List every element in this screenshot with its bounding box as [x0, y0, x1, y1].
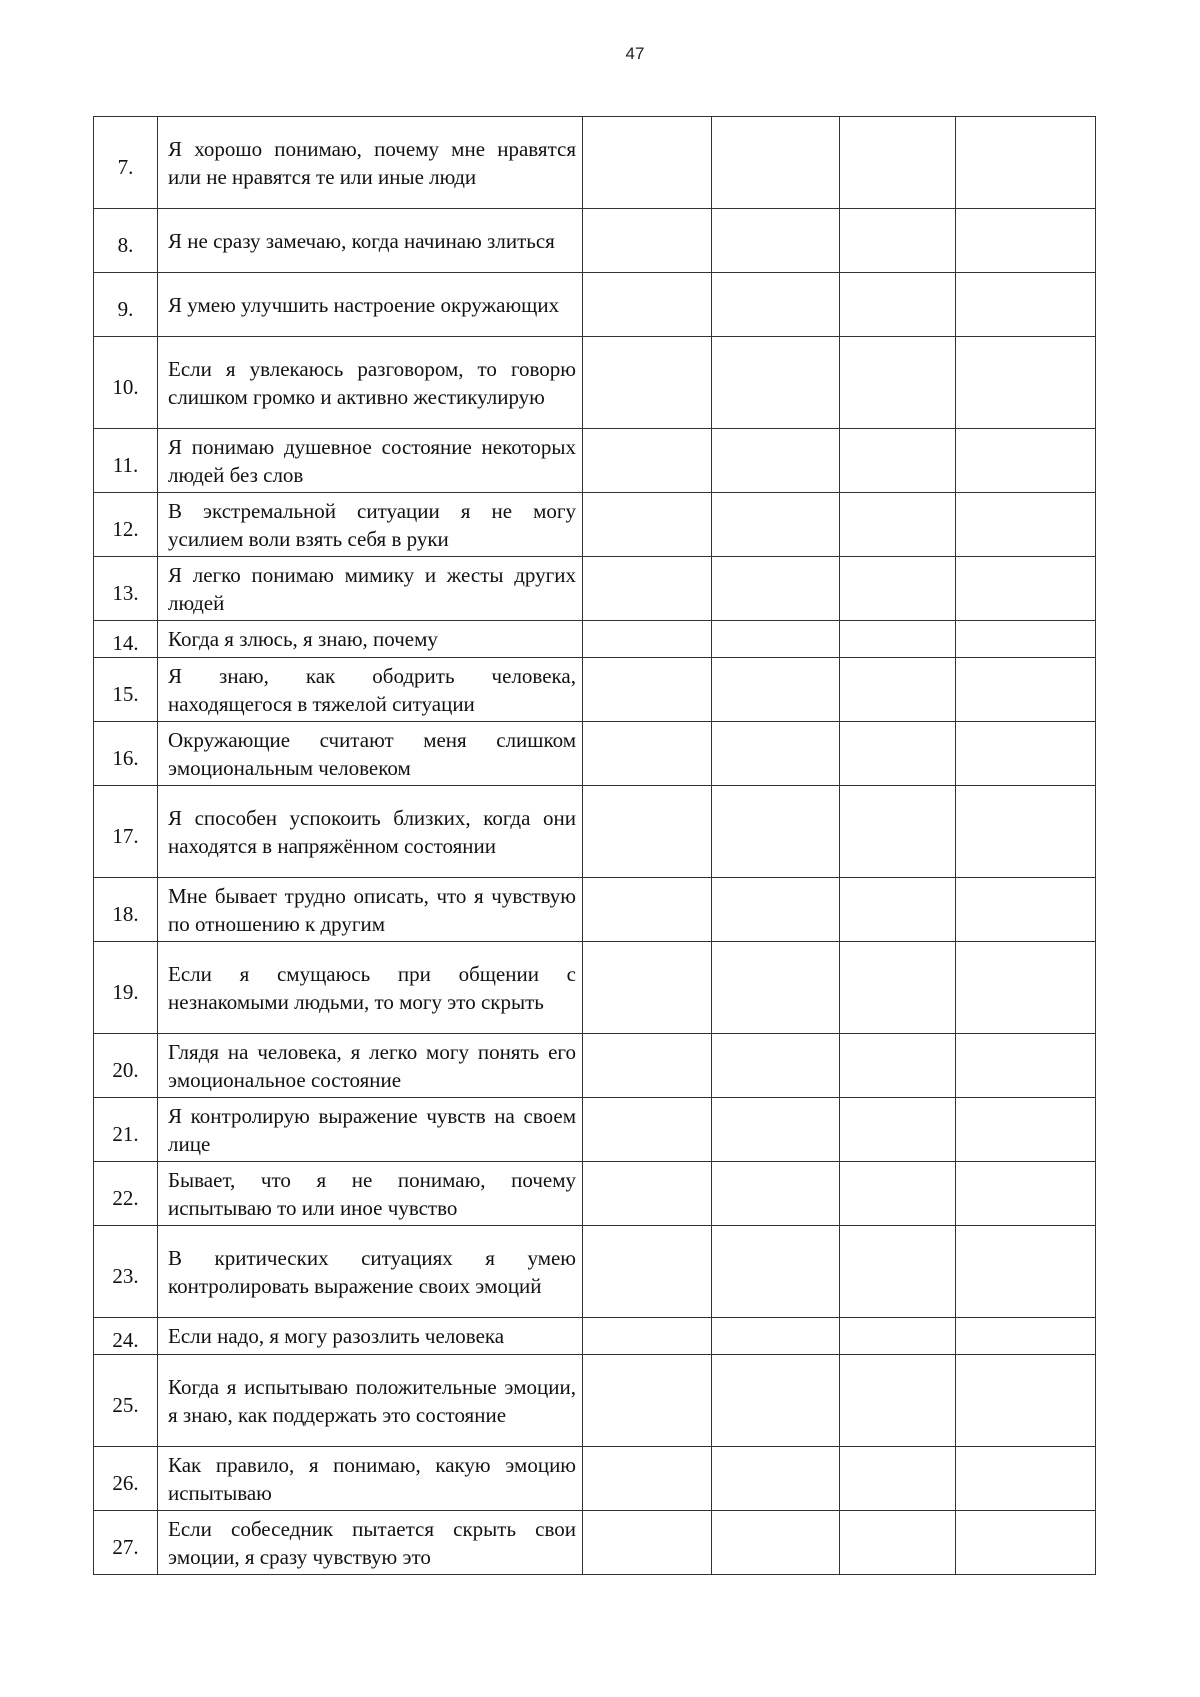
item-number: 18. [94, 878, 158, 942]
answer-cell[interactable] [583, 1447, 712, 1511]
answer-cell[interactable] [840, 493, 956, 557]
answer-cell[interactable] [583, 1226, 712, 1318]
answer-cell[interactable] [712, 337, 840, 429]
answer-cell[interactable] [840, 337, 956, 429]
answer-cell[interactable] [840, 621, 956, 658]
answer-cell[interactable] [583, 1318, 712, 1355]
item-number: 25. [94, 1355, 158, 1447]
item-statement: В критических ситуациях я умею контролировать выражение своих эмоций [158, 1226, 583, 1318]
table-row [94, 1318, 1096, 1355]
item-number: 9. [94, 273, 158, 337]
answer-cell[interactable] [583, 786, 712, 878]
answer-cell[interactable] [956, 209, 1096, 273]
answer-cell[interactable] [840, 209, 956, 273]
item-statement: Глядя на человека, я легко могу понять его эмоциональное состояние [158, 1034, 583, 1098]
questionnaire-table [93, 116, 1096, 1575]
table-row [94, 337, 1096, 429]
answer-cell[interactable] [840, 722, 956, 786]
answer-cell[interactable] [583, 722, 712, 786]
answer-cell[interactable] [840, 557, 956, 621]
answer-cell[interactable] [712, 117, 840, 209]
table-row [94, 722, 1096, 786]
answer-cell[interactable] [956, 1034, 1096, 1098]
item-number: 24. [94, 1318, 158, 1355]
answer-cell[interactable] [712, 658, 840, 722]
item-number: 16. [94, 722, 158, 786]
item-statement: Бывает, что я не понимаю, почему испытываю то или иное чувство [158, 1162, 583, 1226]
answer-cell[interactable] [840, 942, 956, 1034]
item-statement: Если я увлекаюсь разговором, то говорю слишком громко и активно жестикулирую [158, 337, 583, 429]
answer-cell[interactable] [712, 722, 840, 786]
answer-cell[interactable] [956, 273, 1096, 337]
answer-cell[interactable] [956, 1226, 1096, 1318]
item-statement: Если я смущаюсь при общении с незнакомыми людьми, то могу это скрыть [158, 942, 583, 1034]
answer-cell[interactable] [712, 786, 840, 878]
table-row [94, 1162, 1096, 1226]
item-number: 22. [94, 1162, 158, 1226]
answer-cell[interactable] [956, 493, 1096, 557]
table-row [94, 878, 1096, 942]
answer-cell[interactable] [712, 1318, 840, 1355]
table-row [94, 942, 1096, 1034]
answer-cell[interactable] [712, 273, 840, 337]
answer-cell[interactable] [712, 1447, 840, 1511]
answer-cell[interactable] [840, 1034, 956, 1098]
table-row [94, 117, 1096, 209]
answer-cell[interactable] [712, 209, 840, 273]
item-number: 23. [94, 1226, 158, 1318]
table-row [94, 493, 1096, 557]
item-statement: Я не сразу замечаю, когда начинаю злиться [158, 209, 583, 273]
answer-cell[interactable] [840, 878, 956, 942]
item-number: 12. [94, 493, 158, 557]
table-row [94, 209, 1096, 273]
answer-cell[interactable] [583, 209, 712, 273]
answer-cell[interactable] [712, 1511, 840, 1575]
answer-cell[interactable] [583, 878, 712, 942]
answer-cell[interactable] [840, 273, 956, 337]
answer-cell[interactable] [583, 1098, 712, 1162]
answer-cell[interactable] [956, 1355, 1096, 1447]
answer-cell[interactable] [956, 722, 1096, 786]
item-number: 17. [94, 786, 158, 878]
answer-cell[interactable] [583, 273, 712, 337]
answer-cell[interactable] [840, 1447, 956, 1511]
answer-cell[interactable] [712, 1098, 840, 1162]
table-row [94, 1226, 1096, 1318]
answer-cell[interactable] [956, 1511, 1096, 1575]
answer-cell[interactable] [956, 878, 1096, 942]
item-statement: Как правило, я понимаю, какую эмоцию испытываю [158, 1447, 583, 1511]
item-number: 20. [94, 1034, 158, 1098]
answer-cell[interactable] [956, 1318, 1096, 1355]
answer-cell[interactable] [956, 1098, 1096, 1162]
answer-cell[interactable] [583, 621, 712, 658]
answer-cell[interactable] [956, 117, 1096, 209]
table-row [94, 621, 1096, 658]
answer-cell[interactable] [583, 493, 712, 557]
answer-cell[interactable] [956, 786, 1096, 878]
answer-cell[interactable] [712, 557, 840, 621]
answer-cell[interactable] [583, 117, 712, 209]
table-row [94, 557, 1096, 621]
answer-cell[interactable] [583, 1511, 712, 1575]
answer-cell[interactable] [956, 1162, 1096, 1226]
answer-cell[interactable] [583, 1355, 712, 1447]
table-row [94, 1511, 1096, 1575]
answer-cell[interactable] [956, 429, 1096, 493]
answer-cell[interactable] [840, 658, 956, 722]
table-row [94, 786, 1096, 878]
item-statement: Мне бывает трудно описать, что я чувствую по отношению к другим [158, 878, 583, 942]
item-statement: Я легко понимаю мимику и жесты других людей [158, 557, 583, 621]
answer-cell[interactable] [956, 557, 1096, 621]
answer-cell[interactable] [712, 621, 840, 658]
answer-cell[interactable] [840, 786, 956, 878]
answer-cell[interactable] [583, 942, 712, 1034]
answer-cell[interactable] [840, 117, 956, 209]
item-number: 19. [94, 942, 158, 1034]
table-row [94, 658, 1096, 722]
item-statement: Я понимаю душевное состояние некоторых людей без слов [158, 429, 583, 493]
item-statement: Если собеседник пытается скрыть свои эмоции, я сразу чувствую это [158, 1511, 583, 1575]
item-statement: Я знаю, как ободрить человека, находящегося в тяжелой ситуации [158, 658, 583, 722]
answer-cell[interactable] [712, 1226, 840, 1318]
answer-cell[interactable] [712, 878, 840, 942]
answer-cell[interactable] [840, 1511, 956, 1575]
table-row [94, 429, 1096, 493]
item-statement: В экстремальной ситуации я не могу усилием воли взять себя в руки [158, 493, 583, 557]
answer-cell[interactable] [712, 1162, 840, 1226]
table-row [94, 1098, 1096, 1162]
item-statement: Когда я испытываю положительные эмоции, я знаю, как поддержать это состояние [158, 1355, 583, 1447]
item-number: 21. [94, 1098, 158, 1162]
answer-cell[interactable] [956, 337, 1096, 429]
item-number: 15. [94, 658, 158, 722]
answer-cell[interactable] [712, 942, 840, 1034]
item-statement: Когда я злюсь, я знаю, почему [158, 621, 583, 658]
page-number: 47 [625, 44, 645, 63]
answer-cell[interactable] [840, 429, 956, 493]
item-number: 14. [94, 621, 158, 658]
answer-cell[interactable] [583, 337, 712, 429]
answer-cell[interactable] [583, 1034, 712, 1098]
answer-cell[interactable] [583, 557, 712, 621]
item-number: 13. [94, 557, 158, 621]
answer-cell[interactable] [712, 1355, 840, 1447]
answer-cell[interactable] [583, 1162, 712, 1226]
answer-cell[interactable] [712, 1034, 840, 1098]
answer-cell[interactable] [712, 429, 840, 493]
answer-cell[interactable] [956, 658, 1096, 722]
answer-cell[interactable] [956, 942, 1096, 1034]
answer-cell[interactable] [840, 1318, 956, 1355]
answer-cell[interactable] [712, 493, 840, 557]
item-number: 7. [94, 117, 158, 209]
item-number: 27. [94, 1511, 158, 1575]
answer-cell[interactable] [840, 1355, 956, 1447]
item-number: 11. [94, 429, 158, 493]
table-row [94, 1355, 1096, 1447]
answer-cell[interactable] [583, 658, 712, 722]
item-statement: Если надо, я могу разозлить человека [158, 1318, 583, 1355]
item-number: 8. [94, 209, 158, 273]
item-statement: Окружающие считают меня слишком эмоциональным человеком [158, 722, 583, 786]
item-statement: Я хорошо понимаю, почему мне нравятся или не нравятся те или иные люди [158, 117, 583, 209]
item-statement: Я способен успокоить близких, когда они находятся в напряжённом состоянии [158, 786, 583, 878]
answer-cell[interactable] [840, 1162, 956, 1226]
answer-cell[interactable] [956, 621, 1096, 658]
answer-cell[interactable] [956, 1447, 1096, 1511]
item-number: 10. [94, 337, 158, 429]
item-statement: Я контролирую выражение чувств на своем лице [158, 1098, 583, 1162]
answer-cell[interactable] [840, 1226, 956, 1318]
answer-cell[interactable] [840, 1098, 956, 1162]
table-row [94, 273, 1096, 337]
answer-cell[interactable] [583, 429, 712, 493]
item-statement: Я умею улучшить настроение окружающих [158, 273, 583, 337]
item-number: 26. [94, 1447, 158, 1511]
table-row [94, 1447, 1096, 1511]
table-row [94, 1034, 1096, 1098]
